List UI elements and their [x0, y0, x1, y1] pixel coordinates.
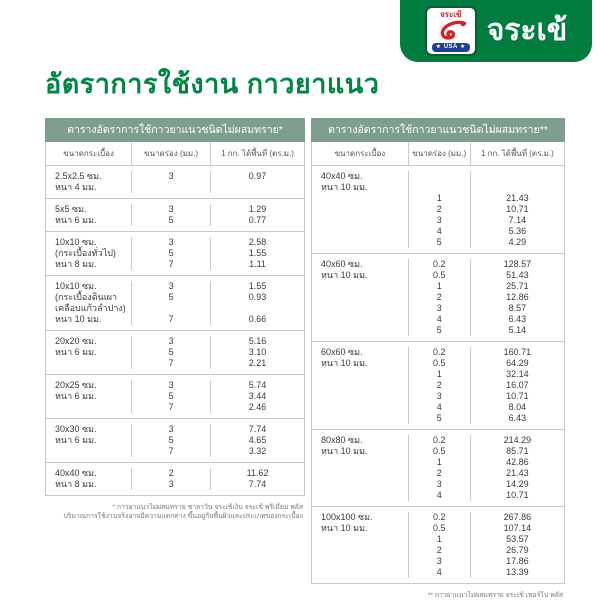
- crocodile-badge: [425, 6, 477, 56]
- coverage-cell: 214.29 85.71 42.86 21.43 14.29 10.71: [503, 435, 532, 500]
- footnote-line: * กาวยาแนวไม่ผสมทราย ชาลาวัน จระเข้เงิน จระเข้ พรีเมี่ยม พลัส: [112, 504, 303, 511]
- table-unsanded-grout-large-tiles: [311, 118, 565, 600]
- table-row: [46, 275, 304, 330]
- brand-wordmark: จระเข้: [486, 14, 568, 47]
- col-grout-size: ขนาดร่อง (มม.): [131, 142, 211, 165]
- table-row: [46, 330, 304, 374]
- crocodile-icon: [434, 20, 468, 42]
- coverage-cell: 11.62 7.74: [246, 468, 269, 489]
- page-title: อัตราการใช้งาน กาวยาแนว: [45, 69, 380, 99]
- coverage-cell: 5.16 3.10 2.21: [248, 336, 267, 368]
- badge-brand-text: จระเข้: [439, 10, 462, 19]
- table-row: [46, 374, 304, 418]
- tile-size-cell: 2.5x2.5 ซม. หนา 4 มม.: [55, 171, 102, 192]
- col-tile-size: ขนาดกระเบื้อง: [63, 149, 114, 158]
- column-headers: [45, 142, 305, 166]
- table-row: [312, 166, 564, 253]
- grout-size-cell: 3: [131, 171, 211, 193]
- coverage-cell: 21.43 10.71 7.14 5.36 4.29: [506, 193, 529, 247]
- coverage-cell: 267.86 107.14 53.57 26.79 17.86 13.39: [503, 512, 532, 577]
- tile-size-cell: 5x5 ซม. หนา 6 มม.: [55, 204, 97, 225]
- tile-size-cell: 20x20 ซม. หนา 6 มม.: [55, 336, 97, 357]
- col-coverage: 1 กก. ได้พื้นที่ (ตร.ม.): [221, 149, 294, 158]
- grout-size-cell: 3 5 7: [131, 237, 211, 270]
- tile-size-cell: 10x10 ซม. (กระเบื้องดินเผา เคลือบแก้วลำปาง) หนา 10 มม.: [55, 281, 126, 324]
- grout-size-cell: 0.2 0.5 1 2 3 4: [408, 435, 471, 501]
- tile-size-cell: 20x25 ซม. หนา 6 มม.: [55, 380, 97, 401]
- coverage-cell: 5.74 3.44 2.46: [248, 380, 267, 412]
- grout-size-cell: 0.2 0.5 1 2 3 4 5: [408, 347, 471, 424]
- grout-size-cell: 0.2 0.5 1 2 3 4 5: [408, 259, 471, 336]
- column-headers: [311, 142, 565, 166]
- col-grout-size: ขนาดร่อง (มม.): [408, 142, 471, 165]
- grout-size-cell: 3 5 7: [131, 424, 211, 457]
- tile-size-cell: 40x40 ซม. หนา 8 มม.: [55, 468, 97, 489]
- grout-size-cell: 2 3: [131, 468, 211, 490]
- table-row: [312, 341, 564, 429]
- grout-size-cell: 1 2 3 4 5: [408, 171, 471, 248]
- grout-size-cell: 3 5 7: [131, 380, 211, 413]
- table-row: [46, 166, 304, 198]
- coverage-cell: 2.58 1.55 1.11: [248, 237, 267, 269]
- table-row: [46, 231, 304, 275]
- tile-size-cell: 30x30 ซม. หนา 6 มม.: [55, 424, 97, 445]
- table-row: [312, 253, 564, 341]
- usage-tables: [45, 118, 565, 600]
- table-row: [46, 418, 304, 462]
- grout-size-cell: 3 5 7: [131, 281, 211, 325]
- coverage-cell: 0.97: [248, 171, 267, 181]
- table-body: [45, 166, 305, 496]
- tile-size-cell: 60x60 ซม. หนา 10 มม.: [321, 347, 368, 368]
- table-body: [311, 166, 565, 584]
- tile-size-cell: 40x60 ซม. หนา 10 มม.: [321, 259, 368, 280]
- tile-size-cell: 10x10 ซม. (กระเบื้องทั่วไป) หนา 8 มม.: [55, 237, 116, 269]
- table-row: [312, 429, 564, 506]
- footnote-right: [311, 591, 565, 600]
- grout-size-cell: 3 5: [131, 204, 211, 226]
- col-tile-size: ขนาดกระเบื้อง: [334, 149, 386, 158]
- coverage-cell: 1.55 0.93 0.66: [248, 281, 267, 324]
- footnote-line: ปริมาณการใช้งานจริงอาจมีความแตกต่าง ขึ้นอยู่กับพื้นผิวและประเภทของกระเบื้อง: [63, 513, 303, 520]
- col-coverage: 1 กก. ได้พื้นที่ (ตร.ม.): [480, 149, 554, 158]
- tile-size-cell: 40x40 ซม. หนา 10 มม.: [321, 171, 368, 192]
- coverage-cell: 160.71 64.29 32.14 16.07 10.71 8.04 6.43: [503, 347, 532, 423]
- table-row: [46, 198, 304, 231]
- table-unsanded-grout-small-tiles: [45, 118, 305, 521]
- table-title: ตารางอัตราการใช้กาวยาแนวชนิดไม่ผสมทราย**: [311, 118, 565, 142]
- footnote-line: ** กาวยาแนวไม่ผสมทราย จระเข้ เทอร์โบ พลัส: [427, 592, 563, 599]
- tile-size-cell: 80x80 ซม. หนา 10 มม.: [321, 435, 368, 456]
- tile-size-cell: 100x100 ซม. หนา 10 มม.: [321, 512, 373, 533]
- coverage-cell: 7.74 4.65 3.32: [248, 424, 267, 456]
- table-row: [312, 506, 564, 583]
- table-row: [46, 462, 304, 495]
- brand-logo: [400, 0, 592, 62]
- footnote-left: [45, 503, 305, 521]
- usa-banner: ★ USA ★: [432, 43, 470, 52]
- coverage-cell: 128.57 51.43 25.71 12.86 8.57 6.43 5.14: [503, 259, 532, 335]
- table-title: ตารางอัตราการใช้กาวยาแนวชนิดไม่ผสมทราย*: [45, 118, 305, 142]
- coverage-cell: 1.29 0.77: [248, 204, 267, 225]
- grout-size-cell: 3 5 7: [131, 336, 211, 369]
- grout-size-cell: 0.2 0.5 1 2 3 4: [408, 512, 471, 578]
